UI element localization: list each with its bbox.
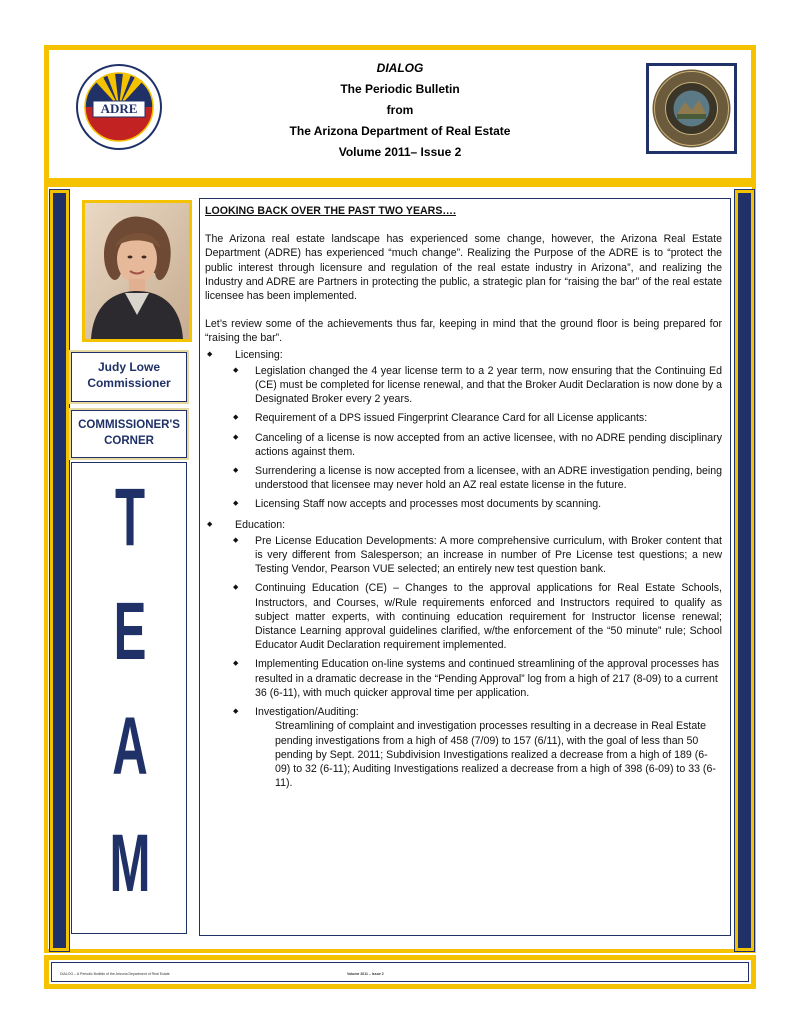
team-letter-a: A — [112, 701, 148, 792]
footer-left-text: DIALOG – A Periodic Bulletin of the Arizona Department of Real Estate — [60, 972, 170, 976]
commissioner-photo — [82, 200, 192, 342]
publication-name: DIALOG — [376, 61, 424, 75]
section-label: Licensing: — [235, 348, 283, 361]
footer-inner-border — [51, 962, 749, 982]
licensing-list — [205, 364, 722, 512]
achievements-list — [205, 348, 722, 362]
right-decorative-bar — [735, 190, 754, 951]
list-item: ◆ Legislation changed the 4 year license term to a 2 year term, now ensuring that the Continuing Ed (CE) must be completed for license renewal, and that the Broker Audit Declaration is now done by a Designated Broker every 2 years. — [205, 364, 722, 407]
commissioners-corner-box — [71, 410, 187, 458]
left-decorative-bar — [50, 190, 69, 951]
list-item: ◆ Pre License Education Developments: A more comprehensive curriculum, with Broker content that is very different from Salesperson; an increase in number of Pre License test questions; a new Testing Vendor, Pearson VUE selected; an entirely new test question bank. — [205, 534, 722, 577]
list-item: ◆ Licensing Staff now accepts and processes most documents by scanning. — [205, 497, 722, 511]
corner-label-line2: CORNER — [104, 435, 154, 447]
list-item — [205, 348, 722, 362]
article-box — [199, 198, 731, 936]
list-item: ◆ Canceling of a license is now accepted from an active licensee, with no ADRE pending disciplinary actions against them. — [205, 431, 722, 459]
list-item: ◆ Continuing Education (CE) – Changes to the approval applications for Real Estate Schools, Instructors, and Courses, w/Rule requirements enforced and Instructors required to qualify as subject matter experts, with continuing education requirement for Instructor license renewal; Distance Learning approval guidelines clarified, w/the enforcement of the “50 minute” rule; School Educator Audit Declaration requirement implemented. — [205, 581, 722, 652]
list-item — [205, 518, 722, 532]
from-label: from — [386, 103, 414, 117]
footer-center-text: Volume 2011 – Issue 2 — [347, 972, 384, 976]
adre-logo-text: ADRE — [100, 101, 138, 116]
investigation-label: Investigation/Auditing: — [255, 706, 359, 719]
list-item — [205, 705, 722, 790]
list-item: ◆ Surrendering a license is now accepted from a licensee, with an ADRE investigation pending, being understood that licensee may never hold an AZ real estate license in the future. — [205, 464, 722, 492]
article-content — [205, 204, 722, 796]
investigation-detail: Streamlining of complaint and investigation processes resulting in a decrease in Real Estate pending investigations from a high of 458 (7/09) to 157 (6/11), with the goal of less than 50 pending by Sept. 2011; Subdivision Investigations realized a decrease from a high of 189 (6-09) to 32 (6-11); Auditing Investigations realized a decrease from a high of 398 (6-09) to 33 (6-11). — [275, 720, 716, 790]
section-label: Education: — [235, 518, 286, 531]
article-heading: LOOKING BACK OVER THE PAST TWO YEARS…. — [205, 205, 456, 217]
arizona-state-seal — [646, 63, 737, 154]
commissioner-name: Judy Lowe — [97, 360, 160, 374]
team-letter-t: T — [114, 472, 146, 563]
commissioner-title: Commissioner — [87, 376, 171, 390]
article-review: Let’s review some of the achievements thus far, keeping in mind that the ground floor is being prepared for “raising the bar”. — [205, 318, 722, 345]
department-name: The Arizona Department of Real Estate — [289, 124, 511, 138]
page-footer — [44, 955, 756, 989]
volume-issue: Volume 2011– Issue 2 — [338, 145, 462, 159]
education-list — [205, 534, 722, 790]
commissioner-name-box — [71, 352, 187, 402]
bulletin-subtitle: The Periodic Bulletin — [340, 82, 460, 96]
achievements-list-education — [205, 518, 722, 532]
adre-logo — [75, 63, 163, 151]
header-title-block — [189, 58, 611, 163]
corner-label-line1: COMMISSIONER'S — [78, 419, 180, 431]
team-letter-e: E — [113, 586, 147, 677]
article-intro: The Arizona real estate landscape has experienced some change, however, the Arizona Real Estate Department (ADRE) has experienced “much change”. Realizing the Purpose of the ADRE is to “protect the public interest through licensure and regulation of the real estate industry in Arizona”, and realizing the Industry and ADRE are Partners in protecting the public, a strategic plan for “raising the bar” of the real estate licensee has been implemented. — [205, 233, 722, 303]
list-item: ◆ Implementing Education on-line systems and continued streamlining of the approval processes has resulted in a dramatic decrease in the “Pending Approval” log from a high of 217 (8-09) to a current 36 (6-11), with much quicker approval time per application. — [205, 657, 722, 700]
team-vertical-banner — [71, 462, 187, 934]
team-letter-m: M — [109, 818, 151, 909]
bulletin-header — [44, 45, 756, 183]
list-item: ◆ Requirement of a DPS issued Fingerprint Clearance Card for all License applicants: — [205, 411, 722, 425]
